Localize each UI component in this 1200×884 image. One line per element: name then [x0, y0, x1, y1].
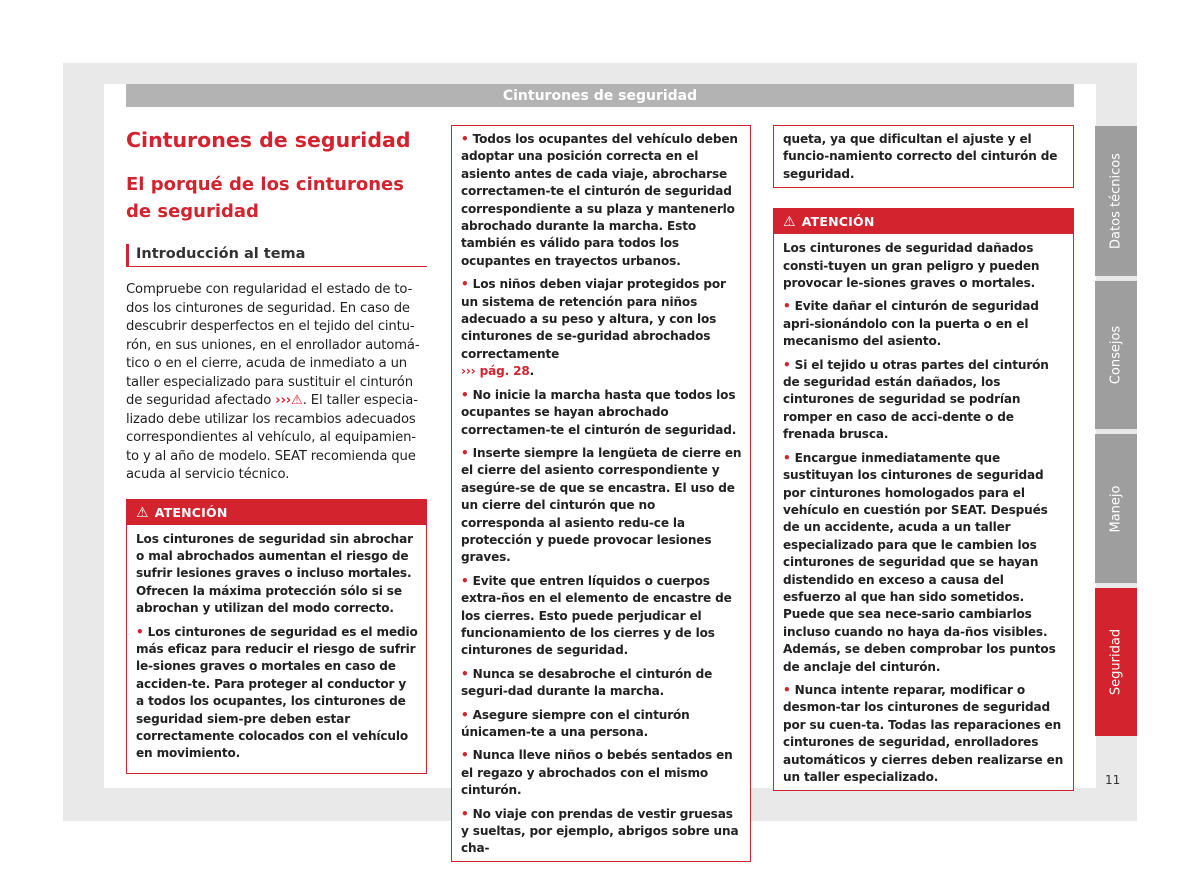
warning-box-continued [773, 125, 1074, 188]
warning-bullet: • Los niños deben viajar protegidos por un sistema de retención para niños adecuado a su peso y altura, y con los cinturones de se-guridad abrochados correctamente ››› pág. 28. [461, 277, 726, 379]
warning-triangle-icon: ⚠ [783, 214, 796, 231]
warning-body [774, 234, 1073, 790]
warning-bullet: • Todos los ocupantes del vehículo deben adoptar una posición correcta en el asiento antes de cada viaje, abrocharse correctamen-te el cinturón de seguridad correspondiente a su plaza y mantenerlo abrochado durante la marcha. Esto también es válido para todos los ocupantes en trayectos urbanos. [461, 132, 738, 268]
bullet-icon: • [783, 682, 791, 697]
section-title: El porqué de los cinturones de seguridad [126, 174, 404, 222]
intro-paragraph [126, 281, 427, 485]
warning-box-continued [451, 125, 751, 862]
column-right [773, 125, 1074, 791]
warning-bullet: • No inicie la marcha hasta que todos los ocupantes se hayan abrochado correctamen-te el cinturón de seguridad. [461, 387, 737, 437]
column-left [126, 126, 427, 774]
warning-bullet: • Nunca lleve niños o bebés sentados en el regazo y abrochados con el mismo cinturón. [461, 748, 733, 798]
warning-title: ATENCIÓN [154, 504, 228, 520]
tab-manejo[interactable]: Manejo [1095, 434, 1137, 583]
intro-text-a: Compruebe con regularidad el estado de to-dos los cinturones de seguridad. En caso de descubrir desperfectos en el tejido del cintu-rón, en sus uniones, en el enrollador automá-tico o en el cierre, acuda de inmediato a un taller especializado para sustituir el cinturón de seguridad afectado [126, 282, 420, 408]
bullet-icon: • [461, 666, 469, 681]
bullet-icon: • [783, 357, 791, 372]
warning-paragraph: Los cinturones de seguridad dañados consti-tuyen un gran peligro y pueden provocar le-siones graves o mortales. [783, 241, 1040, 291]
intro-text-b: . El taller especia-lizado debe utilizar los recambios adecuados correspondientes al vehículo, al equipamien-to y al año de modelo. SEAT recomienda que acuda al servicio técnico. [126, 393, 418, 482]
warning-body [127, 525, 426, 773]
bullet-icon: • [461, 806, 469, 821]
column-middle [451, 125, 751, 862]
bullet-icon: • [783, 450, 791, 465]
warning-header [774, 209, 1073, 234]
running-header: Cinturones de seguridad [126, 84, 1074, 107]
subsection-title: Introducción al tema [126, 244, 427, 267]
warning-bullet: • Asegure siempre con el cinturón únicamen-te a una persona. [461, 707, 690, 739]
warning-body [452, 126, 750, 861]
bullet-icon: • [461, 445, 469, 460]
bullet-icon: • [136, 624, 144, 639]
bullet-icon: • [461, 387, 469, 402]
warning-box [773, 208, 1074, 791]
bullet-icon: • [461, 132, 469, 146]
tab-datos-tecnicos[interactable]: Datos técnicos [1095, 126, 1137, 276]
tab-seguridad[interactable]: Seguridad [1095, 588, 1137, 736]
bullet-icon: • [461, 707, 469, 722]
warning-box [126, 499, 427, 774]
reference-arrows[interactable]: ››› [275, 393, 292, 408]
warning-bullet: • Nunca se desabroche el cinturón de seguri-dad durante la marcha. [461, 666, 713, 699]
warning-header [127, 500, 426, 525]
bullet-icon: • [461, 277, 469, 292]
bullet-icon: • [783, 299, 791, 314]
tab-consejos[interactable]: Consejos [1095, 281, 1137, 429]
warning-paragraph: queta, ya que dificultan el ajuste y el funcio-namiento correcto del cinturón de seguridad. [783, 132, 1058, 181]
warning-bullet: • Evite dañar el cinturón de seguridad apri-sionándolo con la puerta o en el mecanismo del asiento. [783, 299, 1039, 349]
warning-triangle-icon: ⚠ [136, 504, 149, 521]
warning-bullet: • Si el tejido u otras partes del cinturón de seguridad están dañados, los cinturones de seguridad se podrían romper en caso de acci-dente o de frenada brusca. [783, 357, 1049, 442]
warning-bullet: • Encargue inmediatamente que sustituyan los cinturones de seguridad por cinturones homologados para el vehículo en cuestión por SEAT. Después de un accidente, acuda a un taller especializado para que le cambien los cinturones de seguridad que se hayan distendido en exceso a causa del esfuerzo al que han sido sometidos. Puede que sea nece-sario cambiarlos incluso cuando no haya da-ños visibles. Además, se deben comprobar los puntos de anclaje del cinturón. [783, 450, 1056, 674]
warning-bullet: • Evite que entren líquidos o cuerpos extra-ños en el elemento de encastre de los cierres. Esto puede perjudicar el funcionamiento de los cierres y de los cinturones de seguridad. [461, 573, 732, 658]
page-number: 11 [1105, 773, 1121, 787]
warning-bullet: • Nunca intente reparar, modificar o desmon-tar los cinturones de seguridad por su cuen-ta. Todas las reparaciones en cinturones de seguridad, enrolladores automáticos y cierres deben realizarse en un taller especializado. [783, 682, 1064, 784]
warning-triangle-icon: ⚠ [291, 393, 303, 408]
chapter-title: Cinturones de seguridad [126, 128, 411, 152]
warning-title: ATENCIÓN [801, 214, 875, 230]
bullet-icon: • [461, 573, 469, 588]
warning-bullet: • Inserte siempre la lengüeta de cierre en el cierre del asiento correspondiente y asegúre-se de que se encastra. El uso de un cierre del cinturón que no corresponda al asiento redu-ce la protección y puede provocar lesiones graves. [461, 445, 742, 565]
bullet-icon: • [461, 748, 469, 763]
warning-bullet: • Los cinturones de seguridad es el medio más eficaz para reducir el riesgo de sufrir le-siones graves o mortales en caso de acciden-te. Para proteger al conductor y a todos los ocupantes, los cinturones de seguridad siem-pre deben estar correctamente colocados con el vehículo en movimiento. [136, 624, 418, 761]
warning-bullet: • No viaje con prendas de vestir gruesas y sueltas, por ejemplo, abrigos sobre una cha- [461, 806, 739, 856]
warning-paragraph: Los cinturones de seguridad sin abrochar o mal abrochados aumentan el riesgo de sufrir lesiones graves o incluso mortales. Ofrecen la máxima protección sólo si se abrochan y utilizan del modo correcto. [136, 531, 413, 616]
warning-body [774, 126, 1073, 187]
page-reference-link[interactable]: ››› pág. 28 [461, 364, 530, 379]
